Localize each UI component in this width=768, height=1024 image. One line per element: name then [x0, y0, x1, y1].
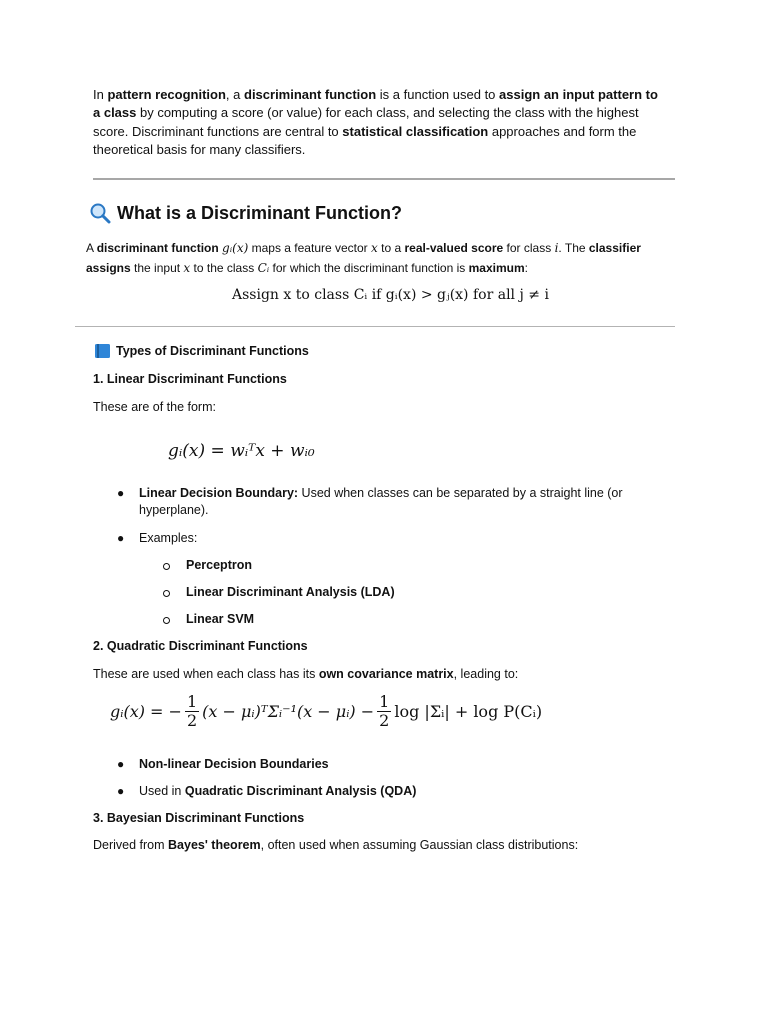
intro-text: , a	[225, 87, 244, 102]
quadratic-bullet-qda	[139, 783, 416, 800]
linear-title: 1. Linear Discriminant Functions	[93, 372, 287, 386]
lead-term: Bayes' theorem	[168, 838, 261, 852]
intro-term: pattern recognition	[107, 87, 226, 102]
def-math: i	[554, 241, 559, 255]
bullet-dot: ●	[117, 757, 125, 771]
decision-rule-formula: Assign x to class Cᵢ if gᵢ(x) > gⱼ(x) for all j ≠ i	[232, 287, 549, 303]
linear-bullet-examples: Examples:	[139, 531, 198, 545]
fraction-half	[377, 693, 391, 730]
section-heading	[89, 202, 402, 224]
intro-paragraph	[93, 86, 663, 160]
quadratic-bullet-nonlinear: Non-linear Decision Boundaries	[139, 757, 329, 771]
lead-text: These are used when each class has its	[93, 667, 319, 681]
definition-paragraph	[86, 238, 666, 278]
def-math: x	[183, 261, 191, 275]
def-math: x	[371, 241, 378, 255]
def-text: :	[524, 261, 528, 275]
linear-bullet-boundary	[139, 485, 659, 519]
def-text: for class	[503, 241, 555, 255]
quadratic-formula	[110, 693, 542, 730]
lead-term: own covariance matrix	[318, 667, 454, 681]
def-text: for which the discriminant function is	[269, 261, 469, 275]
sub-bullet-circle	[163, 563, 170, 570]
sub-bullet-circle	[163, 590, 170, 597]
divider	[93, 178, 675, 180]
bayesian-title: 3. Bayesian Discriminant Functions	[93, 811, 305, 825]
intro-text: by computing a score (or value) for each class, and selecting the class with the highest score. Discriminant functions are central to	[93, 105, 639, 139]
sub-bullet-circle	[163, 617, 170, 624]
intro-term: assign an input pattern to a class	[93, 87, 658, 121]
fraction-denominator: 2	[379, 711, 390, 730]
def-term: classifier assigns	[86, 241, 641, 275]
lead-text: , leading to:	[453, 667, 519, 681]
bullet-term: Quadratic Discriminant Analysis (QDA)	[184, 784, 417, 798]
def-math: Cᵢ	[257, 261, 270, 275]
bayesian-lead	[93, 838, 578, 852]
def-text: maps a feature vector	[248, 241, 372, 255]
intro-term: statistical classification	[342, 123, 489, 139]
bullet-dot: ●	[117, 784, 125, 798]
types-heading	[95, 344, 309, 358]
lead-text: Derived from	[93, 838, 169, 852]
fraction-half	[185, 693, 199, 730]
bullet-text: Used when classes can be separated by a straight line (or hyperplane).	[139, 486, 623, 517]
formula-part: gᵢ(x) = −	[110, 702, 182, 721]
divider	[75, 326, 675, 327]
def-text: to a	[377, 241, 405, 255]
bullet-dot: ●	[117, 531, 125, 545]
def-text: the input	[130, 261, 184, 275]
blue-book-icon	[95, 344, 110, 358]
def-text: to the class	[190, 261, 258, 275]
intro-text: In	[93, 87, 108, 102]
example-item: Linear Discriminant Analysis (LDA)	[186, 585, 395, 599]
bullet-term: Linear Decision Boundary:	[139, 486, 299, 500]
fraction-numerator: 1	[186, 692, 198, 711]
bullet-dot: ●	[117, 486, 125, 500]
def-text: A	[86, 241, 97, 255]
fraction-numerator: 1	[379, 692, 390, 711]
section-heading-text: What is a Discriminant Function?	[117, 202, 403, 223]
quadratic-lead	[93, 667, 518, 681]
quadratic-title: 2. Quadratic Discriminant Functions	[93, 639, 308, 653]
def-term: real-valued score	[404, 241, 504, 255]
bullet-text: Used in	[139, 784, 185, 798]
intro-term: discriminant function	[244, 87, 377, 102]
example-item: Linear SVM	[186, 612, 255, 626]
example-item: Perceptron	[186, 558, 252, 572]
def-term: maximum	[468, 261, 525, 275]
types-heading-text: Types of Discriminant Functions	[116, 344, 309, 358]
lead-text: , often used when assuming Gaussian class distributions:	[260, 838, 579, 852]
magnifying-glass-icon	[89, 202, 111, 224]
linear-lead: These are of the form:	[93, 400, 216, 414]
formula-part: (x − μᵢ)ᵀΣᵢ⁻¹(x − μᵢ) −	[202, 702, 375, 721]
intro-text: is a function used to	[376, 87, 500, 102]
formula-part: log |Σᵢ| + log P(Cᵢ)	[394, 702, 543, 721]
def-text: . The	[558, 241, 589, 255]
fraction-denominator: 2	[186, 711, 198, 730]
def-term: discriminant function	[96, 241, 219, 255]
intro-text: approaches and form the theoretical basis for many classifiers.	[93, 123, 637, 158]
def-math: gᵢ(x)	[222, 241, 249, 255]
linear-formula: gᵢ(x) = wᵢᵀx + wᵢ₀	[168, 441, 315, 461]
